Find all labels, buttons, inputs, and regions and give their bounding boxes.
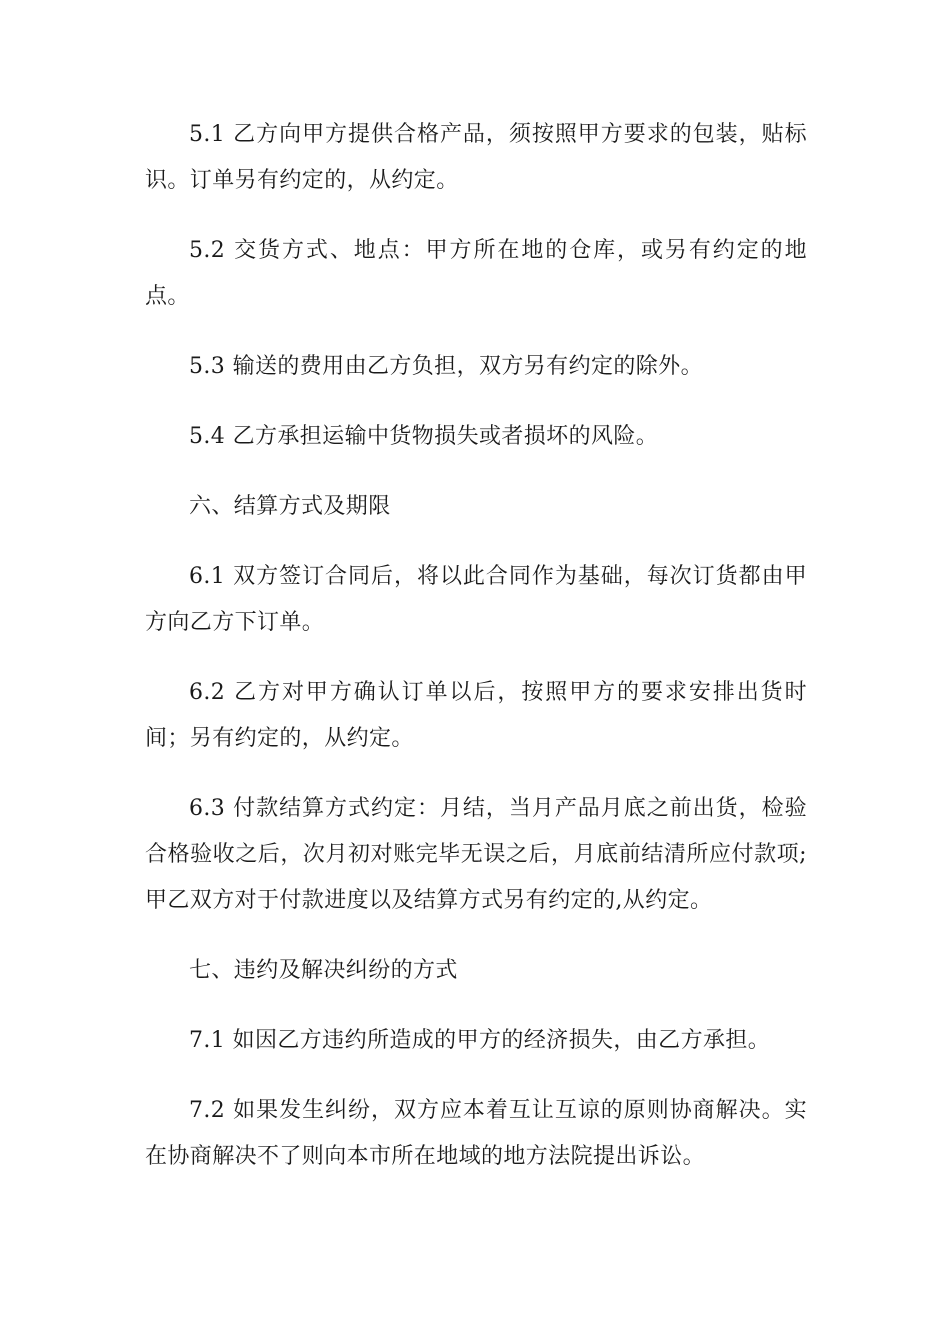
- section-heading-7: 七、违约及解决纠纷的方式: [189, 958, 458, 983]
- clause-7-2: 7.2 如果发生纠纷，双方应本着互让互谅的原则协商解决。实在协商解决不了则向本市所在地域的地方法院提出诉讼。: [145, 1098, 807, 1169]
- clause-5-1: 5.1 乙方向甲方提供合格产品，须按照甲方要求的包装，贴标识。订单另有约定的，从约定。: [145, 122, 807, 193]
- clause-6-2: 6.2 乙方对甲方确认订单以后，按照甲方的要求安排出货时间；另有约定的，从约定。: [145, 680, 807, 751]
- section-heading-6: 六、结算方式及期限: [189, 494, 391, 519]
- clause-6-1: 6.1 双方签订合同后，将以此合同作为基础，每次订货都由甲方向乙方下订单。: [145, 564, 807, 635]
- clause-7-1: 7.1 如因乙方违约所造成的甲方的经济损失，由乙方承担。: [189, 1028, 771, 1053]
- clause-5-4: 5.4 乙方承担运输中货物损失或者损坏的风险。: [189, 424, 659, 449]
- clause-6-3: 6.3 付款结算方式约定：月结，当月产品月底之前出货，检验合格验收之后，次月初对账完毕无误之后，月底前结清所应付款项;甲乙双方对于付款进度以及结算方式另有约定的,从约定。: [145, 796, 807, 913]
- clause-5-3: 5.3 输送的费用由乙方负担，双方另有约定的除外。: [189, 354, 703, 379]
- document-page: [145, 112, 807, 1204]
- clause-5-2: 5.2 交货方式、地点：甲方所在地的仓库，或另有约定的地点。: [145, 238, 807, 309]
